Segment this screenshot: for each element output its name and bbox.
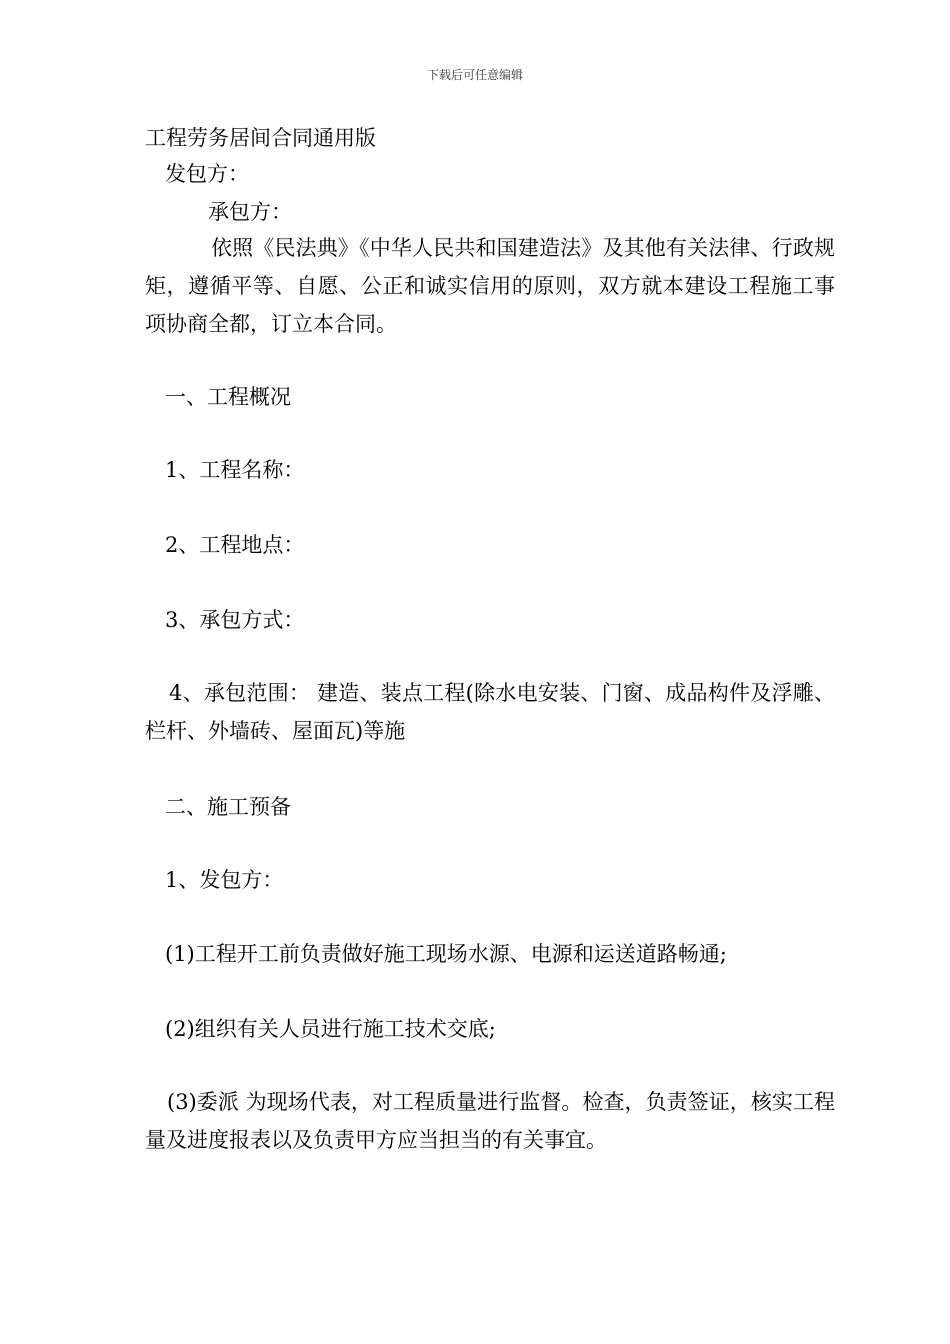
section2-sub1: 1、发包方： <box>165 868 284 892</box>
section1-heading: 一、工程概况 <box>165 385 291 409</box>
preamble-paragraph: 依照《民法典》《中华人民共和国建造法》及其他有关法律、行政规矩，遵循平等、自愿、公正和诚实信用的原则，双方就本建设工程施工事项协商全都，订立本合同。 <box>145 236 835 336</box>
section2-item-2: (2)组织有关人员进行施工技术交底; <box>165 1017 496 1041</box>
section1-item-1: 1、工程名称： <box>165 458 305 482</box>
party-a-label: 发包方： <box>165 162 249 186</box>
section1-item-3: 3、承包方式： <box>165 608 305 632</box>
section1-item-4: 4、承包范围： 建造、装点工程(除水电安装、门窗、成品构件及浮雕、栏杆、外墙砖、屋面瓦)等施 <box>145 681 835 743</box>
document-title: 工程劳务居间合同通用版 <box>145 126 376 150</box>
section1-item-2: 2、工程地点： <box>165 533 305 557</box>
party-b-label: 承包方： <box>208 200 292 224</box>
section2-item-3: (3)委派 为现场代表，对工程质量进行监督。检查，负责签证，核实工程量及进度报表以及负责甲方应当担当的有关事宜。 <box>145 1090 835 1152</box>
section2-heading: 二、施工预备 <box>165 795 291 819</box>
section2-item-1: (1)工程开工前负责做好施工现场水源、电源和运送道路畅通; <box>165 942 727 966</box>
header-note: 下载后可任意编辑 <box>426 68 523 82</box>
